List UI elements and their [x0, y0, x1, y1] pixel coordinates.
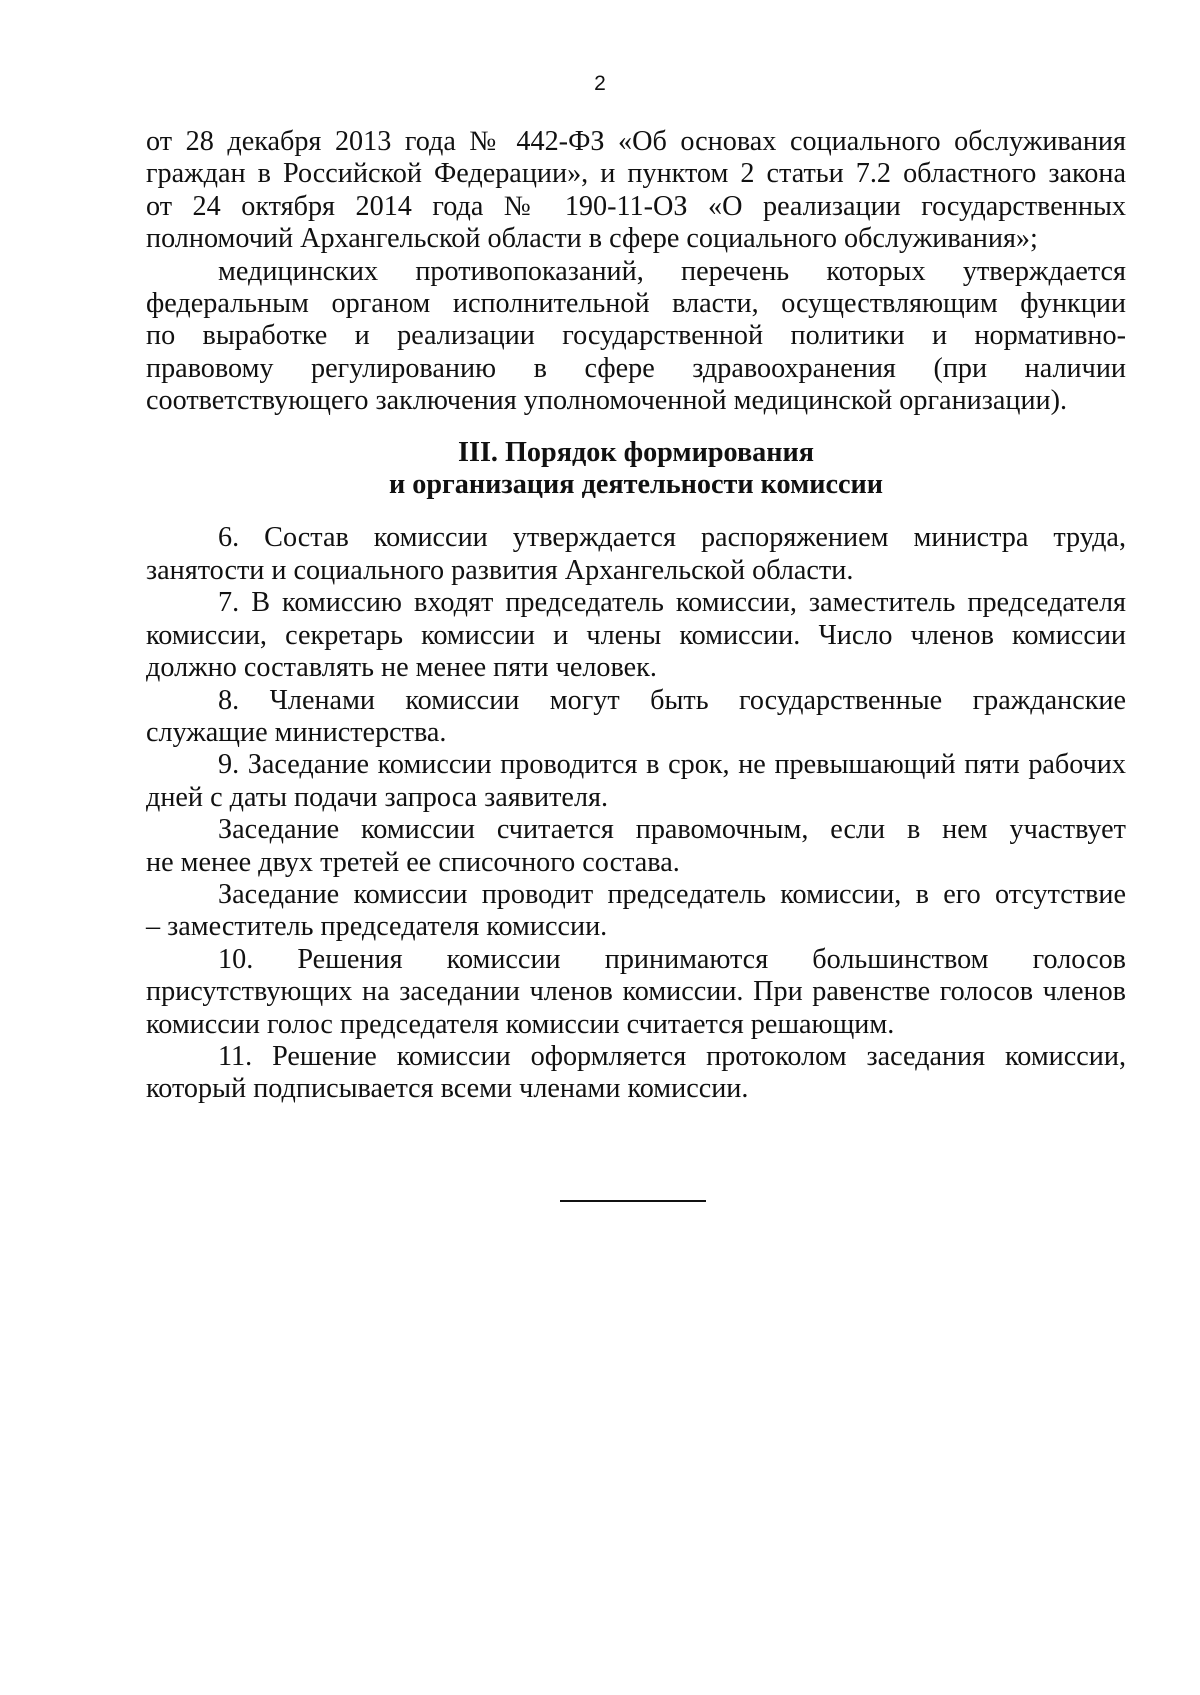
page-number: 2 [594, 72, 606, 95]
text-line: 11. Решение комиссии оформляется протоколом заседания комиссии, [218, 1040, 1126, 1072]
text-line: полномочий Архангельской области в сфере социального обслуживания»; [146, 223, 1038, 255]
item-6 [146, 522, 1126, 587]
text-line: 10. Решения комиссии принимаются большинством голосов [218, 943, 1126, 975]
text-line: правовому регулированию в сфере здравоохранения (при наличии [146, 352, 1126, 384]
medical-contraindications-paragraph [146, 256, 1126, 418]
section-heading-line: и организация деятельности комиссии [388, 469, 884, 501]
text-line: 9. Заседание комиссии проводится в срок, не превышающий пяти рабочих [218, 749, 1126, 781]
item-11 [146, 1041, 1126, 1106]
text-line: Заседание комиссии проводит председатель комиссии, в его отсутствие [218, 878, 1126, 910]
text-line: граждан в Российской Федерации», и пунктом 2 статьи 7.2 областного закона [146, 158, 1126, 190]
text-line: служащие министерства. [146, 716, 447, 748]
text-line: Заседание комиссии считается правомочным, если в нем участвует [218, 814, 1126, 846]
item-10 [146, 944, 1126, 1041]
text-line: присутствующих на заседании членов комиссии. При равенстве голосов членов [146, 976, 1126, 1008]
text-line: медицинских противопоказаний, перечень которых утверждается [218, 255, 1126, 287]
text-line: должно составлять не менее пяти человек. [146, 652, 657, 684]
text-line: дней с даты подачи запроса заявителя. [146, 781, 609, 813]
text-line: – заместитель председателя комиссии. [146, 911, 608, 943]
section-heading-line: III. Порядок формирования [458, 436, 814, 468]
document-body [146, 126, 1126, 1106]
text-line: по выработке и реализации государственной политики и нормативно- [146, 320, 1126, 352]
text-line: соответствующего заключения уполномоченной медицинской организации). [146, 385, 1068, 417]
text-line: занятости и социального развития Архангельской области. [146, 554, 854, 586]
intro-paragraph [146, 126, 1126, 256]
text-line: комиссии, секретарь комиссии и члены комиссии. Число членов комиссии [146, 619, 1126, 651]
item-8 [146, 685, 1126, 750]
text-line: не менее двух третей ее списочного состава. [146, 846, 680, 878]
section-heading [146, 437, 1126, 502]
text-line: 8. Членами комиссии могут быть государственные гражданские [218, 684, 1126, 716]
item-9 [146, 749, 1126, 814]
text-line: комиссии голос председателя комиссии считается решающим. [146, 1008, 895, 1040]
text-line: 6. Состав комиссии утверждается распоряжением министра труда, [218, 522, 1126, 554]
text-line: от 28 декабря 2013 года № 442-ФЗ «Об основах социального обслуживания [146, 126, 1126, 157]
end-of-document-rule [560, 1200, 706, 1202]
text-line: от 24 октября 2014 года № 190-11-ОЗ «О реализации государственных [146, 190, 1126, 222]
text-line: 7. В комиссию входят председатель комиссии, заместитель председателя [218, 587, 1126, 619]
text-line: федеральным органом исполнительной власти, осуществляющим функции [146, 288, 1126, 320]
text-line: который подписывается всеми членами комиссии. [146, 1073, 749, 1105]
item-7 [146, 587, 1126, 684]
item-9-quorum [146, 814, 1126, 879]
item-9-chair [146, 879, 1126, 944]
